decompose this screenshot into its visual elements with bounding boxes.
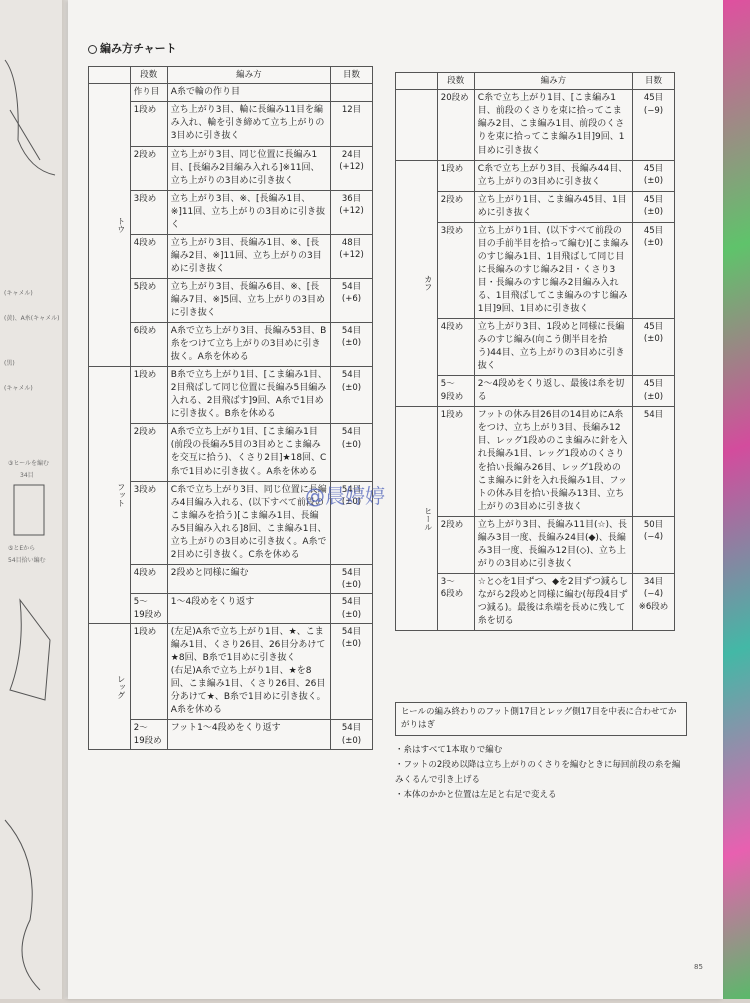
header-method: 編み方 [474, 73, 632, 90]
count-cell: 54目 (±0) [331, 424, 373, 481]
count-cell: 54目 (±0) [331, 720, 373, 750]
circle-bullet-icon [88, 45, 97, 54]
method-cell: A糸で立ち上がり1目、[こま編み1目(前段の長編み5目の3目めとこま編みを交互に拾う)、くさり2目]★18回、C糸で1目めに引き抜く。A糸を休める [167, 424, 330, 481]
sidebar-fragment: 34目 [20, 472, 34, 479]
method-cell: 立ち上がり3目、1段めと同様に長編みのすじ編み(向こう側半目を拾う)44目、立ち上がりの3目めに引き抜く [474, 319, 632, 376]
table-row [396, 573, 675, 630]
table-row [396, 160, 675, 191]
section-label: カフ [396, 160, 438, 407]
count-cell: 54目 (±0) [331, 564, 373, 594]
sock-sketch-illustration [0, 0, 68, 999]
method-cell: 立ち上がり3目、輪に長編み11目を編み入れ、輪を引き締めて立ち上がりの3目めに引き抜く [167, 102, 330, 146]
count-cell: 45目 (±0) [633, 376, 675, 407]
method-cell: 立ち上がり3目、長編み1目、※、[長編み2目、※]11回、立ち上がりの3目めに引き抜く [167, 234, 330, 278]
note-item: ・フットの2段め以降は立ち上がりのくさりを編むときに毎回前段の糸を編みくるんで引き上げる [395, 759, 681, 785]
section-label: ヒール [396, 407, 438, 631]
method-cell: ☆と◇を1目ずつ、◆を2目ずつ減らしながら2段めと同様に編む(毎段4目ずつ減る)。最後は糸端を長めに残して糸を切る [474, 573, 632, 630]
note-item: ・糸はすべて1本取りで編む [395, 745, 503, 755]
table-row [89, 84, 373, 102]
method-cell: 立ち上がり3目、長編み11目(☆)、長編み3目一度、長編み24目(◆)、長編み3目一度、長編み12目(◇)、立ち上がりの3目めに引き抜く [474, 516, 632, 573]
step-cell: 3段め [437, 222, 474, 318]
count-cell: 45目 (−9) [633, 90, 675, 160]
step-cell: 4段め [437, 319, 474, 376]
table-row [89, 624, 373, 720]
method-cell: C糸で立ち上がり3目、同じ位置に長編み4目編み入れる、(以下すべて前段のこま編みを拾う)[こま編み1目、長編み5目編み入れる]8回、こま編み1目、立ち上がりの3目めに引き抜く。A糸で2目めに引き抜く。C糸を休める [167, 481, 330, 564]
table-row [89, 234, 373, 278]
method-cell: 1〜4段めをくり返す [167, 594, 330, 624]
step-cell: 1段め [130, 624, 167, 720]
step-cell: 1段め [130, 102, 167, 146]
step-cell: 20段め [437, 90, 474, 160]
table-row [396, 222, 675, 318]
method-cell: C糸で立ち上がり1目、[こま編み1目、前段のくさりを束に拾ってこま編み2目、こま編み1目、前段のくさりを束に拾ってこま編み1目]9回、1目めに引き抜く [474, 90, 632, 160]
right-pattern-table [395, 72, 675, 631]
count-cell: 45目 (±0) [633, 191, 675, 222]
table-row [89, 323, 373, 367]
method-cell: 立ち上がり1目、(以下すべて前段の目の手前半目を拾って編む)[こま編みのすじ編み1目、1目飛ばして同じ目に長編みのすじ編み2目・くさり3目・長編みのすじ編み2目編み入れる、1目飛ばしてこま編みのすじ編み1目]9回、1目めに引き抜く [474, 222, 632, 318]
count-cell: 45目 (±0) [633, 160, 675, 191]
count-cell: 54目 [633, 407, 675, 516]
table-row [396, 90, 675, 160]
table-row [396, 376, 675, 407]
count-cell: 54目 (±0) [331, 481, 373, 564]
header-step: 段数 [437, 73, 474, 90]
count-cell: 45目 (±0) [633, 222, 675, 318]
background-fabric [722, 0, 750, 999]
step-cell: 作り目 [130, 84, 167, 102]
table-row [89, 594, 373, 624]
page-title-text: 編み方チャート [100, 42, 177, 55]
method-cell: A糸で立ち上がり3目、長編み53目、B糸をつけて立ち上がりの3目めに引き抜く。A糸を休める [167, 323, 330, 367]
heel-finish-note: ヒールの編み終わりのフット側17目とレッグ側17目を中表に合わせてかがりはぎ [395, 702, 687, 736]
count-cell: 54目 (±0) [331, 323, 373, 367]
table-row [89, 720, 373, 750]
sidebar-fragment: (キャメル) [4, 290, 33, 297]
count-cell: 36目 (+12) [331, 190, 373, 234]
step-cell: 1段め [437, 160, 474, 191]
sidebar-fragment: ③ヒールを編む [8, 460, 50, 467]
section-label: トウ [89, 84, 131, 367]
header-count: 目数 [633, 73, 675, 90]
method-cell: 立ち上がり3目、※、[長編み1目、※]11回、立ち上がりの3目めに引き抜く [167, 190, 330, 234]
header-count: 目数 [331, 67, 373, 84]
step-cell: 3〜 6段め [437, 573, 474, 630]
table-row [396, 516, 675, 573]
count-cell: 54目 (±0) [331, 367, 373, 424]
watermark: @晨婷婷 [305, 484, 385, 508]
table-header-row [89, 67, 373, 84]
count-cell: 48目 (+12) [331, 234, 373, 278]
section-label: レッグ [89, 624, 131, 750]
step-cell: 5〜 9段め [437, 376, 474, 407]
notes-list [395, 743, 685, 803]
step-cell: 5段め [130, 278, 167, 322]
left-pattern-table [88, 66, 373, 750]
table-row [89, 146, 373, 190]
count-cell: 54目 (+6) [331, 278, 373, 322]
table-row [89, 564, 373, 594]
sidebar-fragment: 54目拾い編む [8, 557, 46, 564]
step-cell: 2段め [130, 146, 167, 190]
sidebar-fragment: (黄)、A糸(キャメル) [4, 315, 60, 322]
step-cell: 3段め [130, 481, 167, 564]
page-number: 85 [694, 963, 703, 971]
section-label [396, 90, 438, 160]
step-cell: 4段め [130, 234, 167, 278]
table-row [396, 319, 675, 376]
facing-page-diagrams [0, 0, 68, 999]
count-cell: 54目 (±0) [331, 624, 373, 720]
method-cell: 立ち上がり1目、こま編み45目、1目めに引き抜く [474, 191, 632, 222]
method-cell: フットの休み目26目の14目めにA糸をつけ、立ち上がり3目、長編み12目、レッグ1段めのこま編みに針を入れ長編み1目、レッグ1段めのくさりを拾い長編み26目、レッグ1段めのこま編みに針を入れ長編み1目、フットの休み目を拾い長編み13目、立ち上がりの3目めに引き抜く [474, 407, 632, 516]
step-cell: 1段め [130, 367, 167, 424]
header-method: 編み方 [167, 67, 330, 84]
table-row [89, 367, 373, 424]
step-cell: 2〜 19段め [130, 720, 167, 750]
table-row [89, 424, 373, 481]
method-cell: B糸で立ち上がり1目、[こま編み1目、2目飛ばして同じ位置に長編み5目編み入れる、2目飛ばす]9回、A糸で1目めに引き抜く。B糸を休める [167, 367, 330, 424]
sidebar-fragment: (黒) [4, 360, 15, 367]
method-cell: フット1〜4段めをくり返す [167, 720, 330, 750]
page-title [88, 40, 177, 56]
step-cell: 4段め [130, 564, 167, 594]
table-header-row [396, 73, 675, 90]
count-cell [331, 84, 373, 102]
section-label: フット [89, 367, 131, 624]
count-cell: 34目 (−4) ※6段め [633, 573, 675, 630]
count-cell: 45目 (±0) [633, 319, 675, 376]
count-cell: 50目 (−4) [633, 516, 675, 573]
method-cell: 立ち上がり3目、同じ位置に長編み1目、[長編み2目編み入れる]※11回、立ち上がりの3目めに引き抜く [167, 146, 330, 190]
method-cell: C糸で立ち上がり3目、長編み44目、立ち上がりの3目めに引き抜く [474, 160, 632, 191]
header-step: 段数 [130, 67, 167, 84]
table-row [396, 191, 675, 222]
count-cell: 54目 (±0) [331, 594, 373, 624]
count-cell: 12目 [331, 102, 373, 146]
step-cell: 5〜 19段め [130, 594, 167, 624]
sidebar-fragment: (キャメル) [4, 385, 33, 392]
step-cell: 2段め [437, 191, 474, 222]
step-cell: 2段め [130, 424, 167, 481]
method-cell: 立ち上がり3目、長編み6目、※、[長編み7目、※]5回、立ち上がりの3目めに引き抜く [167, 278, 330, 322]
method-cell: 2〜4段めをくり返し、最後は糸を切る [474, 376, 632, 407]
sidebar-fragment: ⑤とEから [8, 545, 36, 552]
table-row [396, 407, 675, 516]
method-cell: (左足)A糸で立ち上がり1目、★、こま編み1目、くさり26目、26目分あけて★8回、B糸で1目めに引き抜く (右足)A糸で立ち上がり1目、★を8回、こま編み1目、くさり26目、26目分あけて★、B糸で1目めに引き抜く。A糸を休める [167, 624, 330, 720]
method-cell: A糸で輪の作り目 [167, 84, 330, 102]
method-cell: 2段めと同様に編む [167, 564, 330, 594]
table-row [89, 278, 373, 322]
step-cell: 2段め [437, 516, 474, 573]
step-cell: 1段め [437, 407, 474, 516]
table-row [89, 102, 373, 146]
count-cell: 24目 (+12) [331, 146, 373, 190]
step-cell: 6段め [130, 323, 167, 367]
step-cell: 3段め [130, 190, 167, 234]
table-row [89, 190, 373, 234]
note-item: ・本体のかかと位置は左足と右足で変える [395, 789, 557, 800]
